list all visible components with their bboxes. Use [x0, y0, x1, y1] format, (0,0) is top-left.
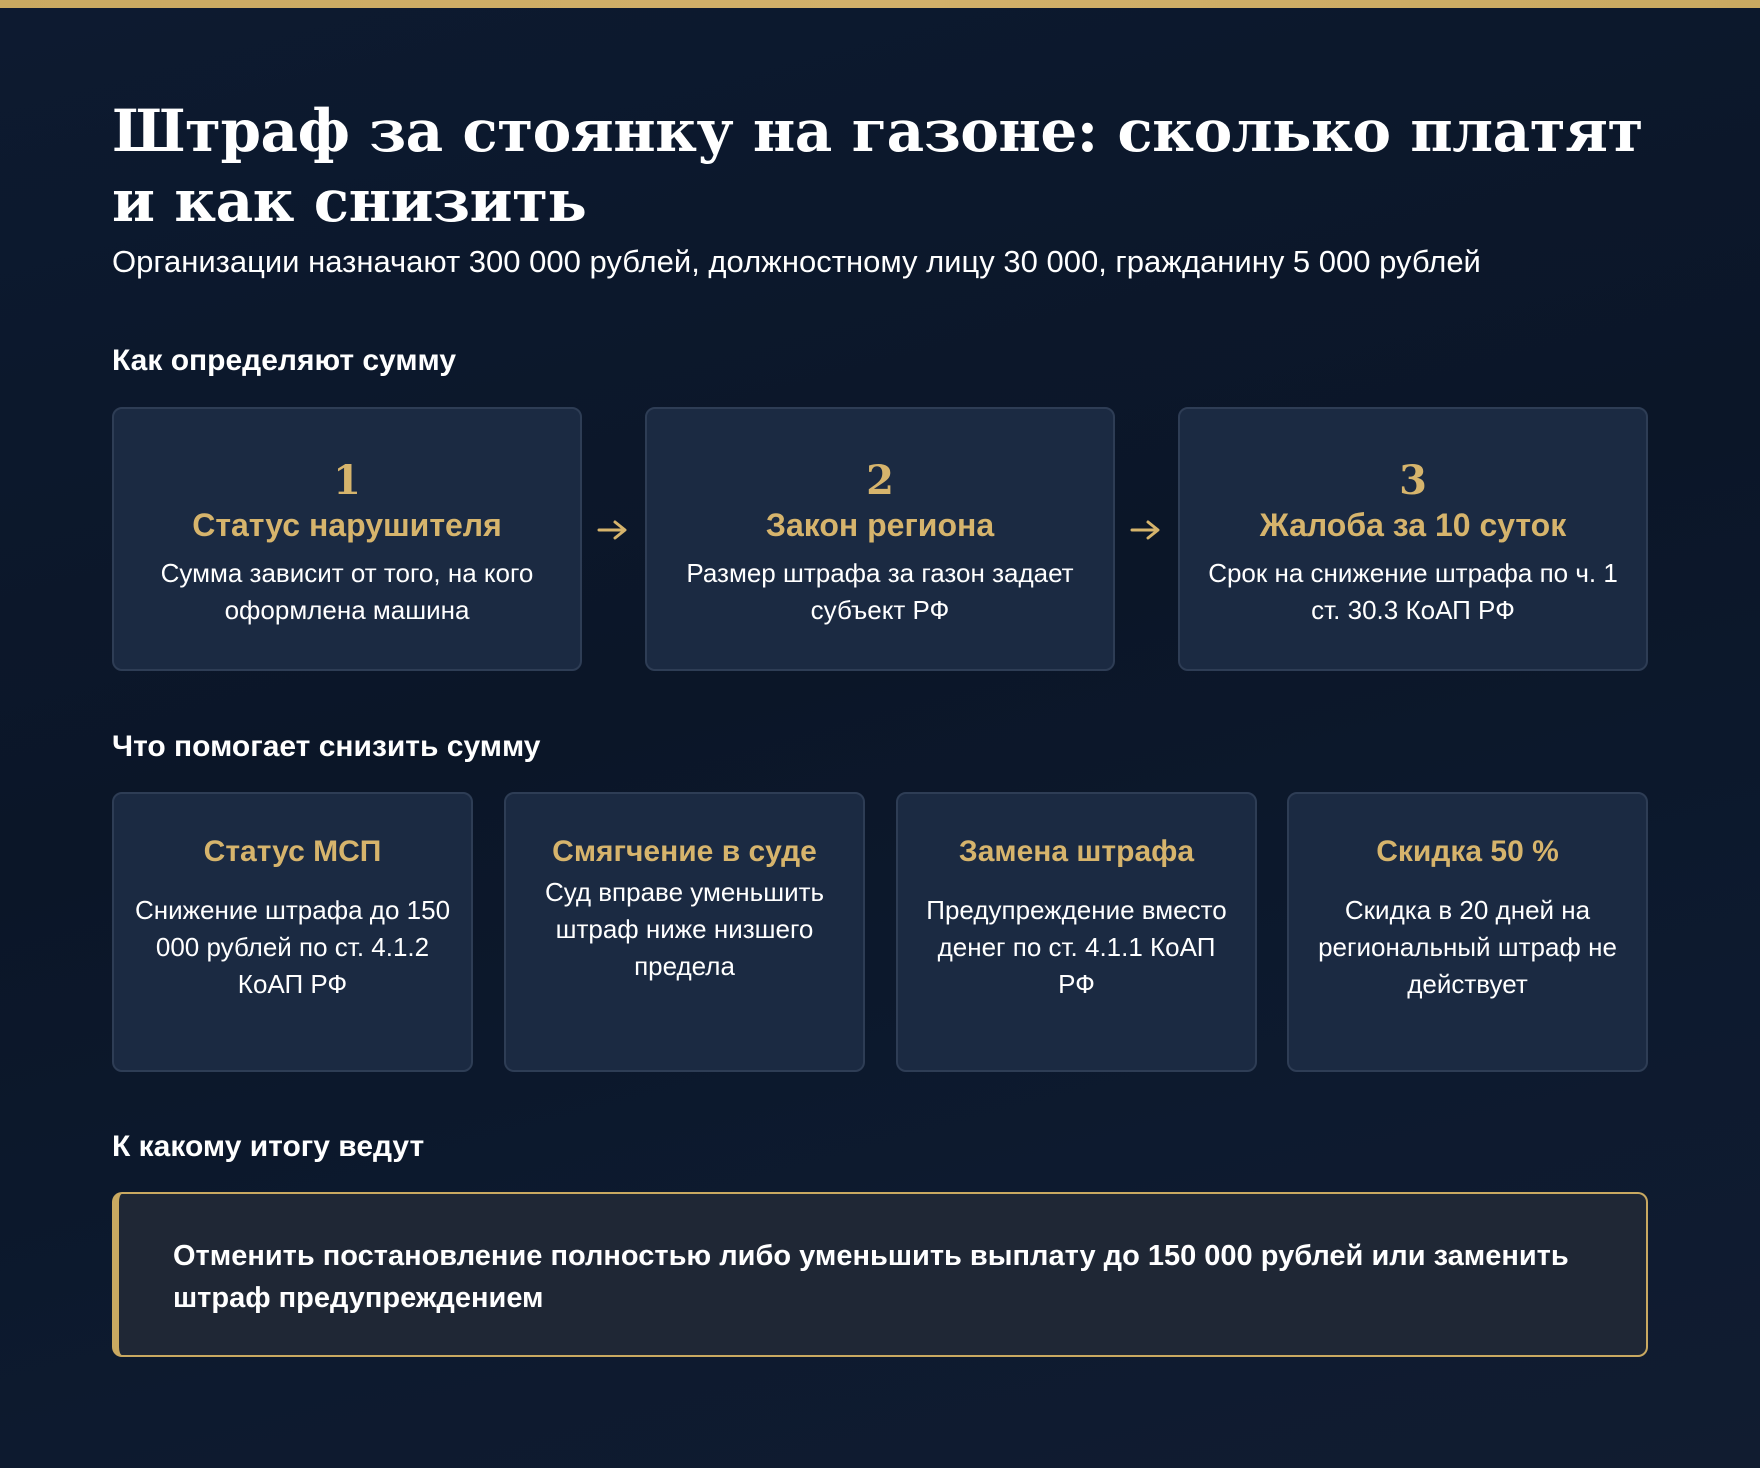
- factor-title: Замена штрафа: [958, 835, 1195, 868]
- factor-text: Предупреждение вместо денег по ст. 4.1.1 КоАП РФ: [926, 895, 1227, 999]
- step-text: Размер штрафа за газон задает субъект РФ: [686, 558, 1074, 625]
- section-heading-how-determined: Как определяют сумму: [112, 344, 457, 377]
- top-accent-bar: [0, 0, 1760, 8]
- result-callout: [112, 1192, 1648, 1357]
- step-card-complaint: [1178, 407, 1648, 671]
- arrow-right-icon: [1130, 518, 1164, 542]
- result-text: Отменить постановление полностью либо уменьшить выплату до 150 000 рублей или заменить штраф предупреждением: [173, 1240, 1569, 1314]
- step-title: Жалоба за 10 суток: [1259, 507, 1567, 543]
- factor-title: Статус МСП: [203, 835, 382, 868]
- step-text: Сумма зависит от того, на кого оформлена машина: [160, 558, 534, 625]
- step-number: 2: [866, 457, 894, 504]
- factor-title: Скидка 50 %: [1376, 835, 1559, 868]
- step-card-region-law: [645, 407, 1115, 671]
- factor-card-court: [504, 792, 865, 1072]
- step-number: 1: [333, 457, 361, 504]
- factor-card-discount: [1287, 792, 1648, 1072]
- section-heading-result: К какому итогу ведут: [112, 1130, 425, 1163]
- step-number: 3: [1399, 457, 1427, 504]
- factor-card-msp: [112, 792, 473, 1072]
- step-text: Срок на снижение штрафа по ч. 1 ст. 30.3 КоАП РФ: [1208, 558, 1618, 625]
- step-title: Статус нарушителя: [192, 507, 502, 543]
- factor-text: Скидка в 20 дней на региональный штраф не действует: [1318, 895, 1617, 999]
- section-heading-what-helps: Что помогает снизить сумму: [112, 730, 541, 763]
- factor-card-replacement: [896, 792, 1257, 1072]
- factor-text: Снижение штрафа до 150 000 рублей по ст. 4.1.2 КоАП РФ: [134, 895, 451, 999]
- arrow-right-icon: [597, 518, 631, 542]
- page-title: Штраф за стоянку на газоне: сколько платят и как снизить: [112, 97, 1643, 235]
- step-card-status: [112, 407, 582, 671]
- factor-title: Смягчение в суде: [552, 835, 817, 868]
- page-subtitle: Организации назначают 300 000 рублей, должностному лицу 30 000, гражданину 5 000 рублей: [112, 244, 1481, 279]
- factor-text: Суд вправе уменьшить штраф ниже низшего предела: [544, 877, 825, 981]
- step-title: Закон региона: [765, 507, 995, 543]
